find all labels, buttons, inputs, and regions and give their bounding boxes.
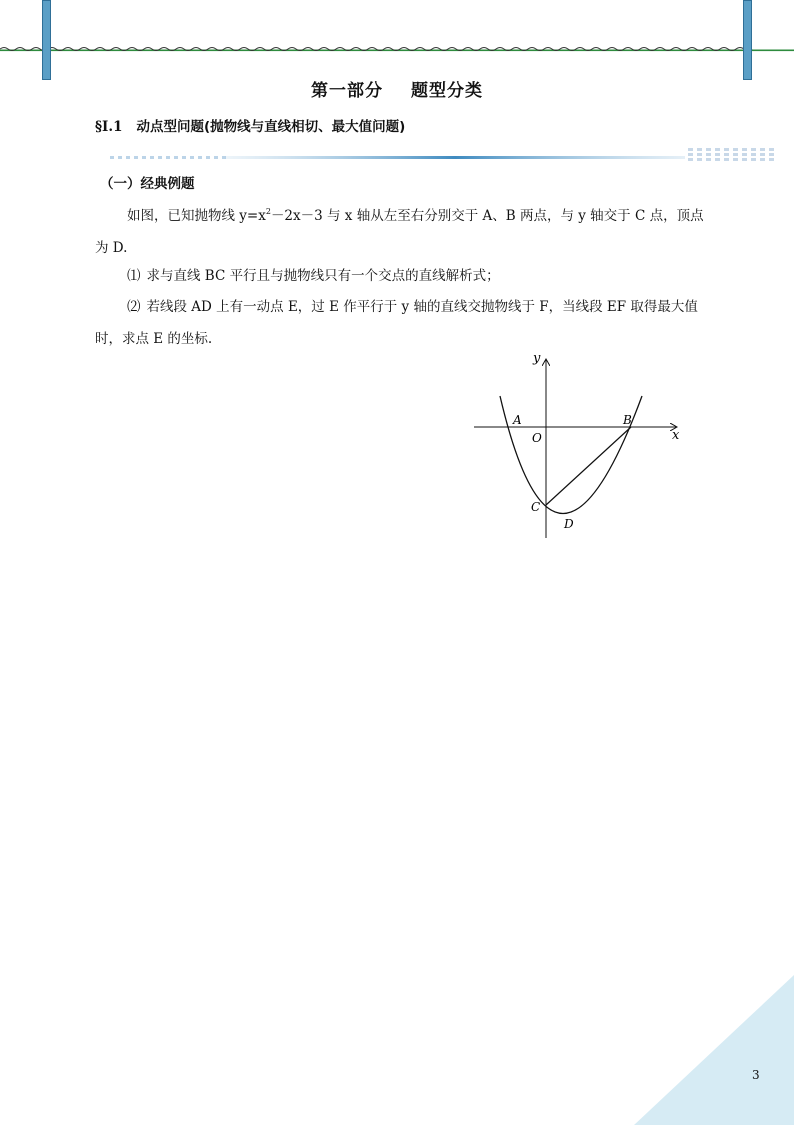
label-y: y <box>533 351 541 366</box>
corner-decoration <box>634 975 794 1125</box>
section-separator <box>100 148 790 168</box>
part-title <box>0 76 794 101</box>
question-2-text: 若线段 AD 上有一动点 E，过 E 作平行于 y 轴的直线交抛物线于 F，当线段 EF 取得最大值时，求点 E 的坐标. <box>95 299 698 347</box>
parabola-figure <box>470 348 690 543</box>
question-1-number: ⑴ <box>127 268 141 284</box>
label-a: A <box>513 413 522 427</box>
intro-part-b: －2x－3 与 x 轴从左至右分别交于 A、B 两点，与 y 轴交于 C 点，顶点为 D. <box>95 208 704 256</box>
subsection-title: （一）经典例题 <box>100 176 195 192</box>
section-title <box>95 115 405 135</box>
header-post-left <box>42 0 51 80</box>
part-title-left: 第一部分 <box>311 81 383 101</box>
header-rule <box>0 46 794 52</box>
problem-intro <box>95 196 705 264</box>
question-2-number: ⑵ <box>127 299 141 315</box>
intro-exponent: 2 <box>265 207 271 216</box>
label-o: O <box>532 431 542 445</box>
label-b: B <box>623 413 632 427</box>
question-1 <box>95 260 705 292</box>
label-d: D <box>564 517 574 531</box>
page-number: 3 <box>752 1068 760 1082</box>
question-1-text: 求与直线 BC 平行且与抛物线只有一个交点的直线解析式； <box>146 268 500 284</box>
part-title-right: 题型分类 <box>411 81 483 101</box>
header-post-right <box>743 0 752 80</box>
section-number: §I.1 <box>95 119 123 135</box>
label-c: C <box>531 500 541 514</box>
question-2 <box>95 291 705 355</box>
segment-bc <box>546 427 631 505</box>
section-title-text: 动点型问题(抛物线与直线相切、最大值问题) <box>136 119 406 135</box>
label-x: x <box>672 428 680 443</box>
intro-part-a: 如图，已知抛物线 y=x <box>127 208 266 224</box>
